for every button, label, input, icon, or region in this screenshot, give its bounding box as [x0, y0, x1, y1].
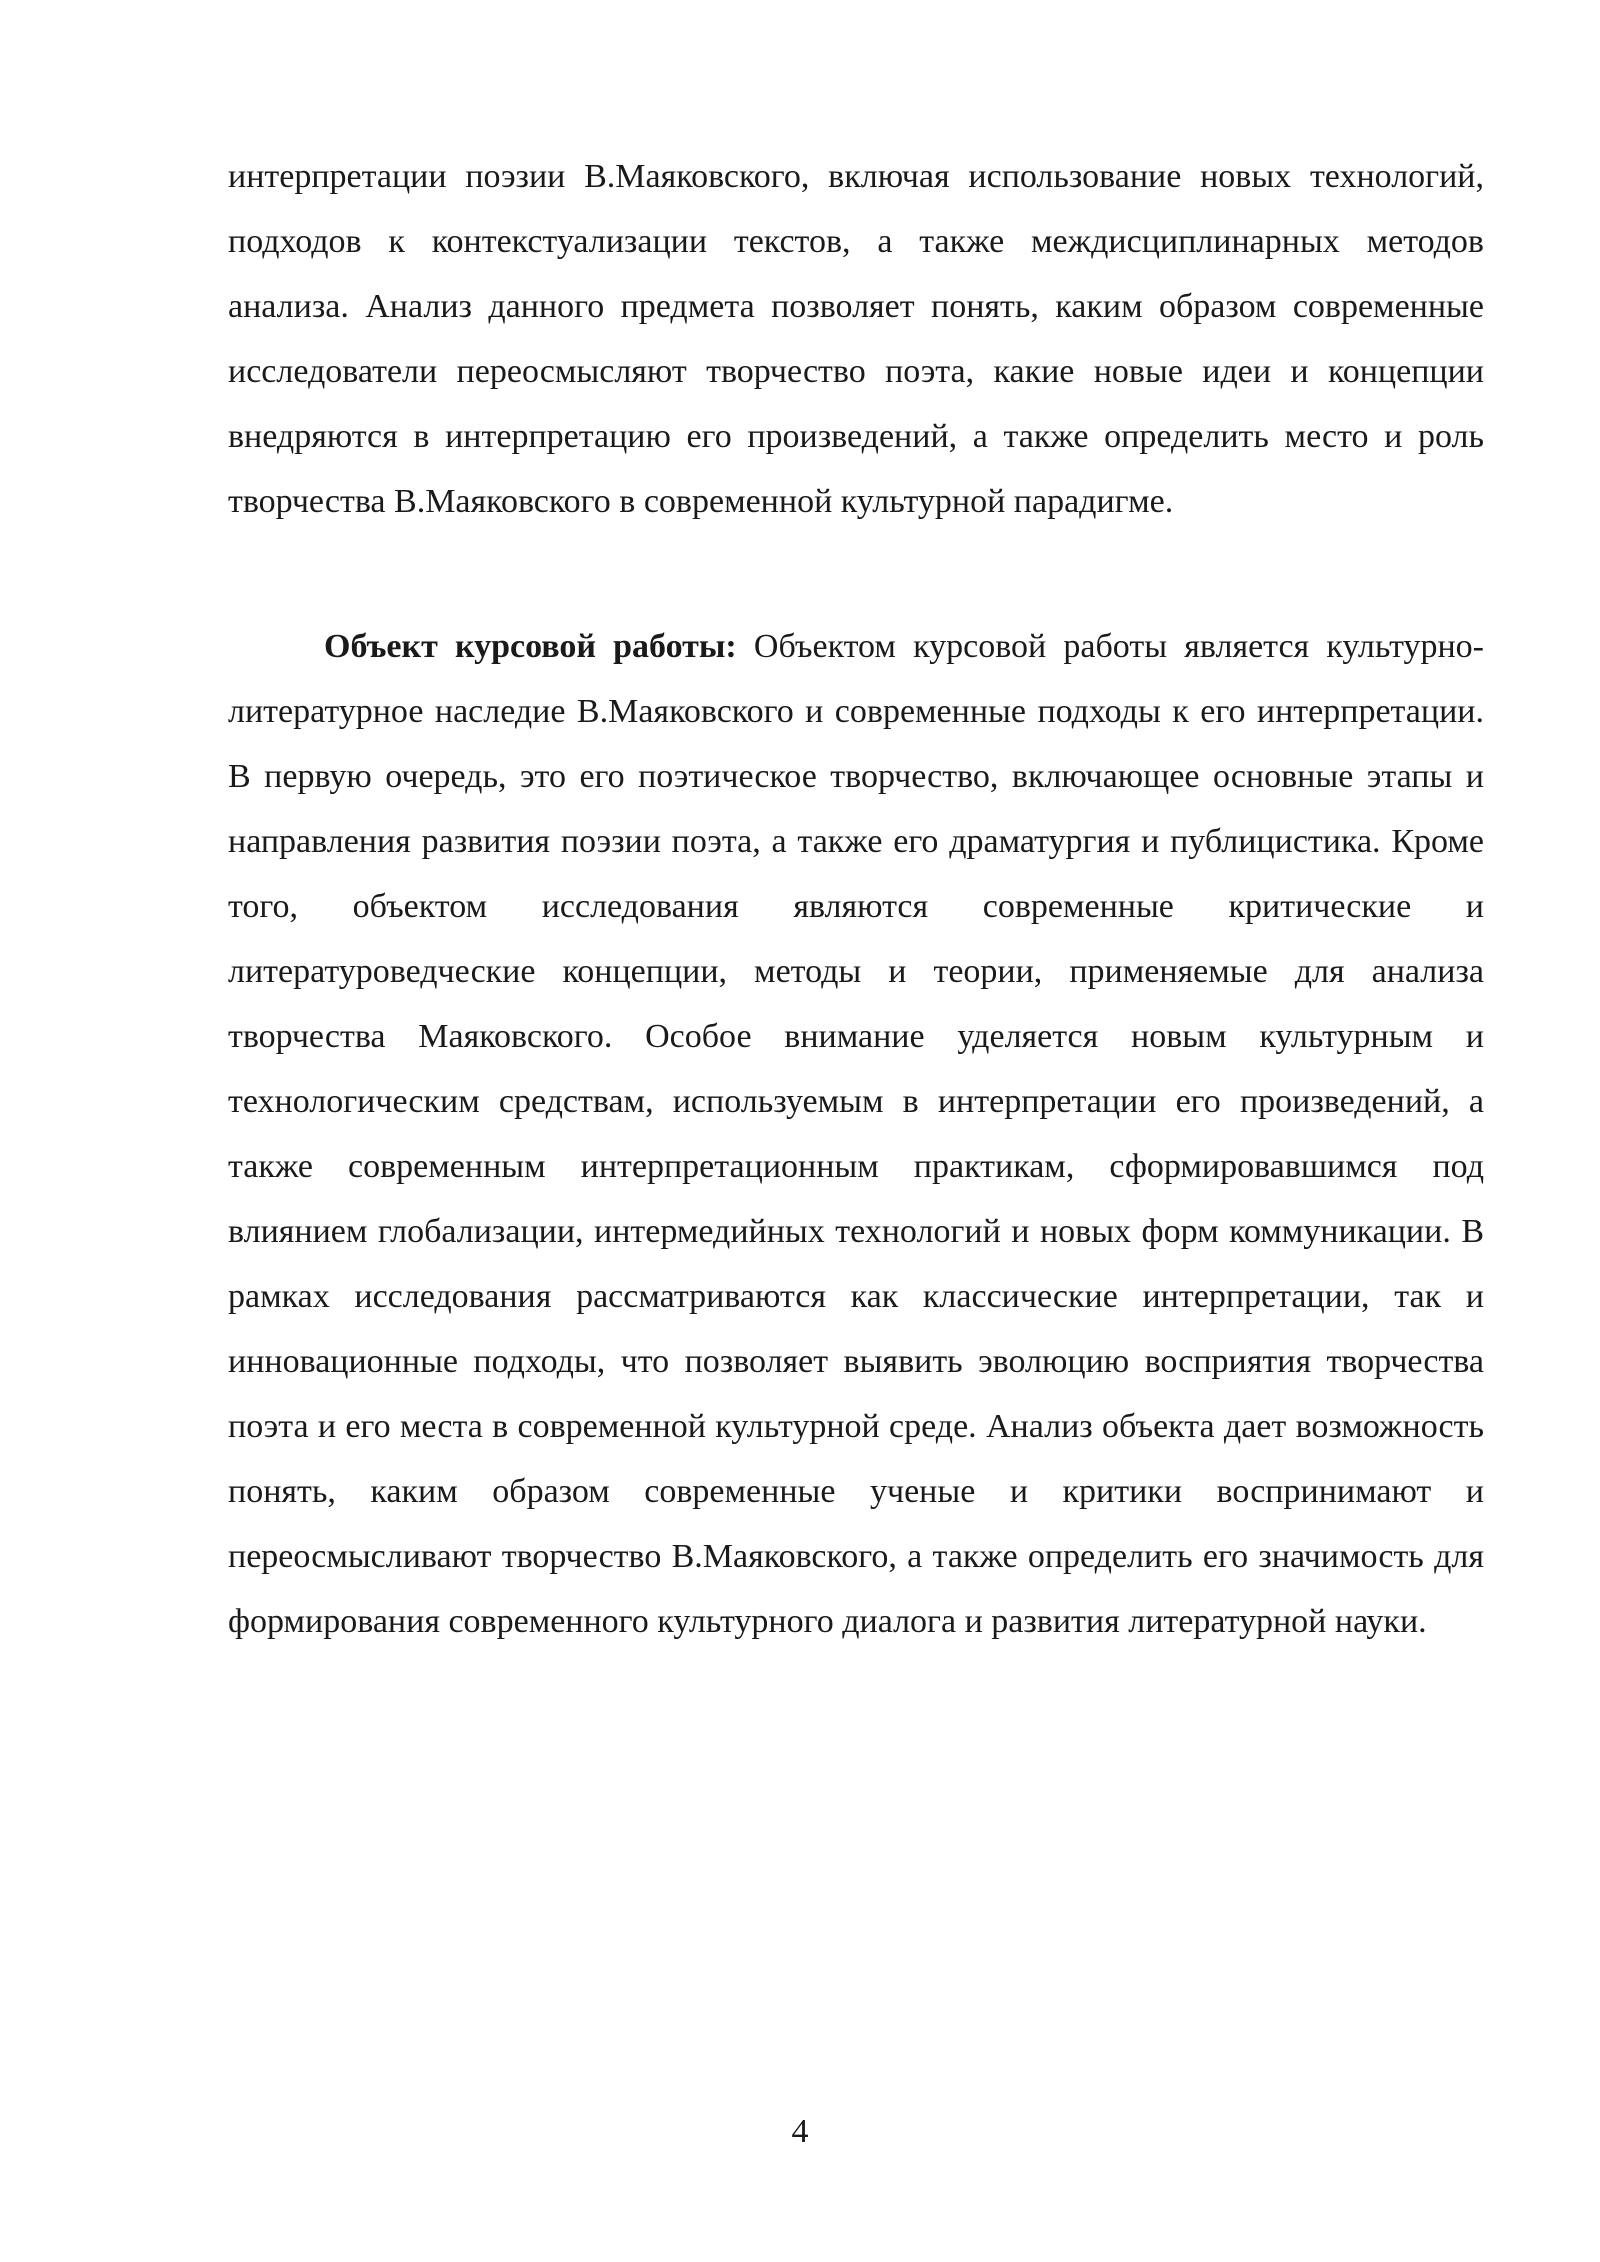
- paragraph-object-of-study: [228, 614, 1484, 1654]
- paragraph-continuation: интерпретации поэзии В.Маяковского, включая использование новых технологий, подходов к контекстуализации текстов, а также междисциплинарных методов анализа. Анализ данного предмета позволяет понять, каким образом современные исследователи переосмысляют творчество поэта, какие новые идеи и концепции внедряются в интерпретацию его произведений, а также определить место и роль творчества В.Маяковского в современной культурной парадигме.: [228, 158, 1484, 520]
- paragraph-heading-label: Объект курсовой работы:: [324, 628, 737, 665]
- page-number: 4: [791, 2113, 809, 2150]
- paragraph-body-text: Объектом курсовой работы является культурно-литературное наследие В.Маяковского и современные подходы к его интерпретации. В первую очередь, это его поэтическое творчество, включающее основные этапы и направления развития поэзии поэта, а также его драматургия и публицистика. Кроме того, объектом исследования являются современные критические и литературоведческие концепции, методы и теории, применяемые для анализа творчества Маяковского. Особое внимание уделяется новым культурным и технологическим средствам, используемым в интерпретации его произведений, а также современным интерпретационным практикам, сформировавшимся под влиянием глобализации, интермедийных технологий и новых форм коммуникации. В рамках исследования рассматриваются как классические интерпретации, так и инновационные подходы, что позволяет выявить эволюцию восприятия творчества поэта и его места в современной культурной среде. Анализ объекта дает возможность понять, каким образом современные ученые и критики воспринимают и переосмысливают творчество В.Маяковского, а также определить его значимость для формирования современного культурного диалога и развития литературной науки.: [228, 628, 1484, 1640]
